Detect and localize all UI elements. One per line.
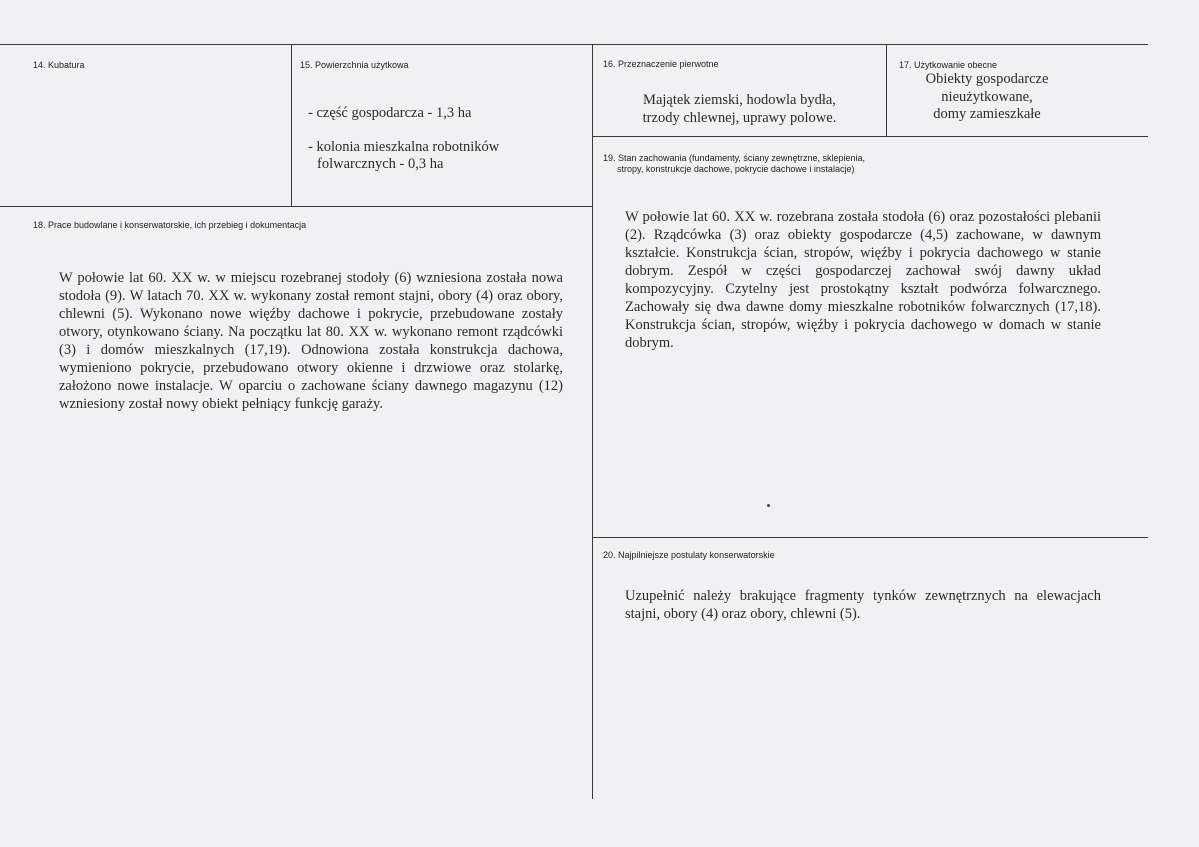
field-17-line-3: domy zamieszkałe bbox=[933, 106, 1041, 122]
row-divider-left bbox=[0, 206, 592, 207]
field-17-label: 17. Użytkowanie obecne bbox=[899, 60, 998, 70]
field-20-label: 20. Najpilniejsze postulaty konserwatorskie bbox=[603, 550, 775, 560]
stray-dot bbox=[767, 504, 770, 507]
field-16-line-1: Majątek ziemski, hodowla bydła, bbox=[643, 92, 836, 108]
field-19-text: W połowie lat 60. XX w. rozebrana została stodoła (6) oraz pozostałości plebanii (2). Rządcówka (3) oraz obiekty gospodarcze (4,5) zachowane, w dawnym kształcie. Konstrukcja ścian, stropów, więźby i pokrycia dachowego w stanie dobrym. Zespół w części gospodarczej zachował swój dawny układ kompozycyjny. Czytelny jest prostokątny kształt podwórza folwarcznego. Zachowały się dwa dawne domy mieszkalne robotników folwarcznych (17,18). Konstrukcja ścian, stropów, więźby i pokrycia dachowego w domach w stanie dobrym. bbox=[625, 209, 1101, 351]
field-19-label-line-2: stropy, konstrukcje dachowe, pokrycie dachowe i instalacje) bbox=[617, 164, 855, 174]
field-18-text: W połowie lat 60. XX w. w miejscu rozebranej stodoły (6) wzniesiona została nowa stodoła (9). W latach 70. XX w. wykonany został remont stajni, obory (4) oraz obory, chlewni (5). Wykonano nowe więźby dachowe i pokrycie, przebudowane zostały otwory, otynkowano ściany. Na początku lat 80. XX w. wykonano remont rządcówki (3) i domów mieszkalnych (17,19). Odnowiona została konstrukcja dachowa, wymieniono pokrycie, przebudowano otwory okienne i drzwiowe oraz stolarkę, założono nowe instalacje. W oparciu o zachowane ściany dawnego magazynu (12) wzniesiony został nowy obiekt pełniący funkcję garaży. bbox=[59, 270, 563, 412]
divider-15-16 bbox=[592, 44, 593, 799]
top-border bbox=[0, 44, 1148, 45]
row-divider-right-top bbox=[592, 136, 1148, 137]
field-16-line-2: trzody chlewnej, uprawy polowe. bbox=[642, 110, 837, 126]
field-17-line-1: Obiekty gospodarcze bbox=[925, 71, 1049, 87]
field-15-line-3: folwarcznych - 0,3 ha bbox=[317, 156, 444, 172]
field-16-label: 16. Przeznaczenie pierwotne bbox=[603, 59, 719, 69]
field-18-label: 18. Prace budowlane i konserwatorskie, ich przebieg i dokumentacja bbox=[33, 220, 307, 230]
field-19-label-line-1: 19. Stan zachowania (fundamenty, ściany zewnętrzne, sklepienia, bbox=[603, 153, 865, 163]
field-15-line-2: - kolonia mieszkalna robotników bbox=[308, 139, 500, 155]
divider-14-15 bbox=[291, 44, 292, 206]
field-20-text: Uzupełnić należy brakujące fragmenty tynków zewnętrznych na elewacjach stajni, obory (4) oraz obory, chlewni (5). bbox=[625, 588, 1101, 622]
field-15-label: 15. Powierzchnia użytkowa bbox=[300, 60, 409, 70]
row-divider-right-bottom bbox=[592, 537, 1148, 538]
field-17-line-2: nieużytkowane, bbox=[941, 89, 1033, 105]
field-15-line-1: - część gospodarcza - 1,3 ha bbox=[308, 105, 472, 121]
field-14-label: 14. Kubatura bbox=[33, 60, 85, 70]
